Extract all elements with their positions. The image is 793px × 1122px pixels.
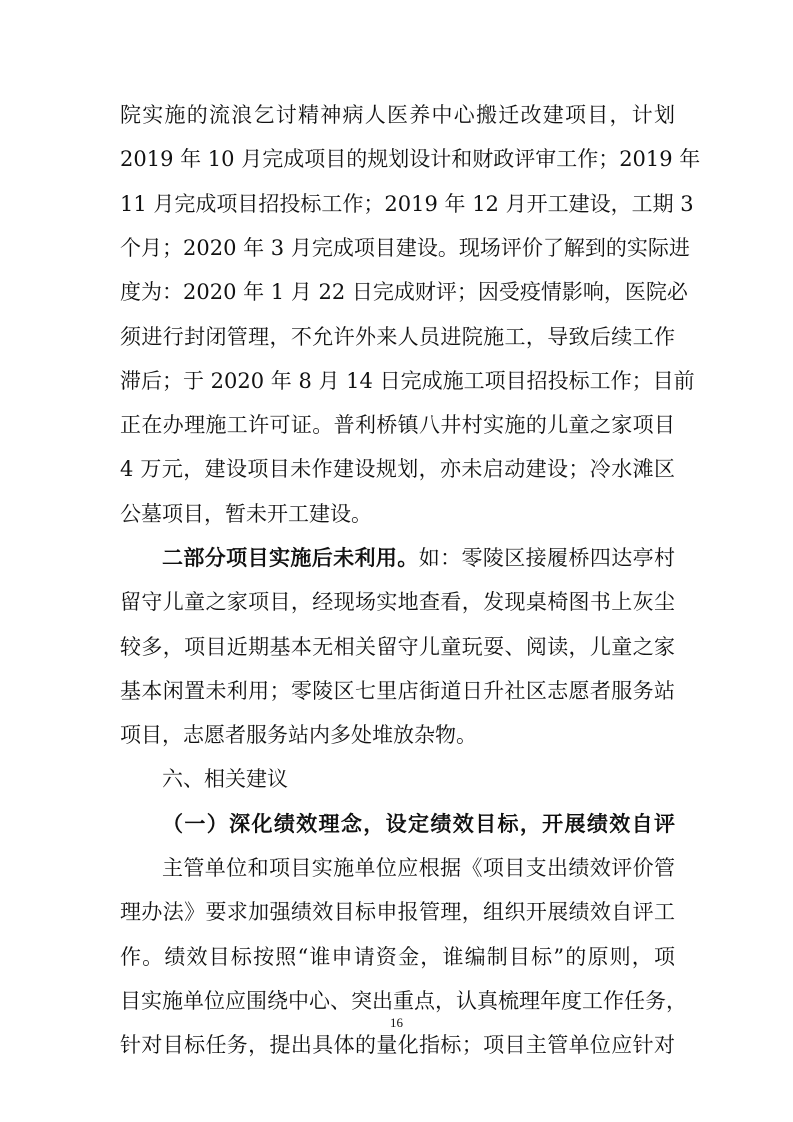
- subsection-heading: （一）深化绩效理念，设定绩效目标，开展绩效自评: [162, 811, 675, 836]
- paragraph-line: 须进行封闭管理，不允许外来人员进院施工，导致后续工作: [120, 325, 675, 349]
- paragraph-line: 个月；2020 年 3 月完成项目建设。现场评价了解到的实际进: [120, 236, 690, 260]
- paragraph-line: 理办法》要求加强绩效目标申报管理，组织开展绩效自评工: [120, 900, 675, 924]
- paragraph-text: 如：零陵区接履桥四达亭村: [418, 546, 676, 570]
- paragraph-first-line: [162, 543, 675, 573]
- paragraph-line: 公墓项目，暂未开工建设。: [120, 502, 372, 526]
- section-heading: 六、相关建议: [162, 767, 288, 791]
- paragraph-line: 针对目标任务，提出具体的量化指标；项目主管单位应针对: [120, 1033, 675, 1057]
- paragraph-line: 留守儿童之家项目，经现场实地查看，发现桌椅图书上灰尘: [120, 590, 675, 614]
- paragraph-line: 院实施的流浪乞讨精神病人医养中心搬迁改建项目，计划: [120, 103, 675, 127]
- paragraph-line: 4 万元，建设项目未作建设规划，亦未启动建设；冷水滩区: [120, 457, 675, 481]
- paragraph-line: 正在办理施工许可证。普利桥镇八井村实施的儿童之家项目: [120, 413, 675, 437]
- bold-lead: 二部分项目实施后未利用。: [162, 545, 419, 570]
- paragraph-line: 滞后；于 2020 年 8 月 14 日完成施工项目招投标工作；目前: [120, 369, 695, 393]
- paragraph-line: 项目，志愿者服务站内多处堆放杂物。: [120, 723, 477, 747]
- paragraph-line: 作。绩效目标按照“谁申请资金，谁编制目标”的原则，项: [120, 945, 675, 969]
- page-number: 16: [390, 1015, 403, 1030]
- paragraph-line: 2019 年 10 月完成项目的规划设计和财政评审工作；2019 年: [120, 147, 701, 171]
- paragraph-line: 较多，项目近期基本无相关留守儿童玩耍、阅读，儿童之家: [120, 635, 675, 659]
- paragraph-first-line: 主管单位和项目实施单位应根据《项目支出绩效评价管: [162, 856, 675, 880]
- paragraph-line: 目实施单位应围绕中心、突出重点，认真梳理年度工作任务，: [120, 989, 687, 1013]
- paragraph-line: 11 月完成项目招投标工作；2019 年 12 月开工建设，工期 3: [120, 192, 694, 216]
- paragraph-line: 度为：2020 年 1 月 22 日完成财评；因受疫情影响，医院必: [120, 280, 688, 304]
- paragraph-line: 基本闲置未利用；零陵区七里店街道日升社区志愿者服务站: [120, 679, 675, 703]
